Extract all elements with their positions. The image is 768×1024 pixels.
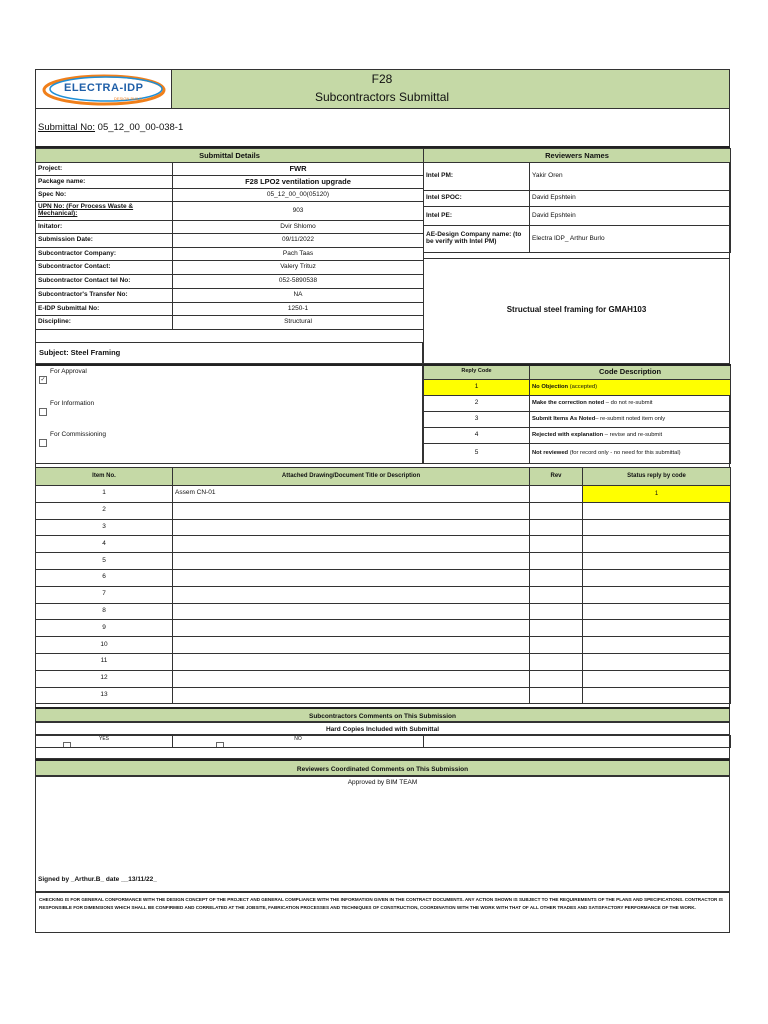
item-row	[36, 603, 731, 620]
reply-code-row	[424, 379, 731, 395]
item-rev	[530, 620, 583, 637]
code-description	[530, 379, 731, 395]
purpose-checkbox[interactable]: ✓	[40, 377, 46, 383]
details-value: FWR	[173, 163, 424, 176]
subject-text: Subject: Steel Framing	[39, 348, 121, 357]
reply-code: 4	[424, 427, 530, 443]
items-table	[35, 467, 731, 704]
code-description-rest: – re-submit noted item only	[595, 415, 666, 422]
item-row	[36, 670, 731, 687]
details-label: Spec No:	[36, 189, 173, 202]
subject-line	[35, 342, 423, 364]
item-title: Assem CN-01	[173, 486, 530, 503]
logo	[36, 70, 172, 108]
reviewer-row	[424, 226, 731, 253]
item-title	[173, 502, 530, 519]
item-title	[173, 569, 530, 586]
reviewers-table	[423, 148, 731, 253]
purpose-option[interactable]	[38, 431, 238, 449]
item-row	[36, 536, 731, 553]
blank-spacer	[35, 747, 730, 759]
details-row	[36, 261, 424, 275]
submittal-details-table	[35, 148, 424, 330]
item-number: 13	[36, 687, 173, 704]
item-rev	[530, 637, 583, 654]
reply-code-row	[424, 395, 731, 411]
reply-code: 5	[424, 443, 530, 463]
item-title	[173, 586, 530, 603]
yes-label: YES	[98, 735, 109, 742]
code-description-bold: Not reviewed	[532, 449, 569, 456]
item-status	[583, 687, 731, 704]
reply-code-header: Reply Code	[424, 365, 530, 379]
reply-code: 1	[424, 379, 530, 395]
item-number: 7	[36, 586, 173, 603]
details-value: 1250-1	[173, 303, 424, 316]
item-rev	[530, 536, 583, 553]
item-row	[36, 519, 731, 536]
reply-code: 2	[424, 395, 530, 411]
details-value: F28 LPO2 ventilation upgrade	[173, 176, 424, 189]
details-label: Subcontractor Contact tel No:	[36, 275, 173, 289]
details-value: 903	[173, 202, 424, 221]
reviewer-comment-text: Approved by BIM TEAM	[347, 779, 418, 786]
form-code: F28	[371, 72, 393, 86]
item-status	[583, 519, 731, 536]
item-rev	[530, 603, 583, 620]
details-label: Subcontractor Contact:	[36, 261, 173, 275]
item-status	[583, 670, 731, 687]
purpose-label: For Commissioning	[50, 431, 106, 438]
code-description-bold: Rejected with explanation	[532, 431, 604, 438]
details-row	[36, 221, 424, 234]
code-description-bold: Submit Items As Noted	[532, 415, 596, 422]
details-label: Submission Date:	[36, 234, 173, 248]
details-value: NA	[173, 289, 424, 303]
item-number: 5	[36, 553, 173, 570]
details-value: Dvir Shlomo	[173, 221, 424, 234]
item-rev	[530, 486, 583, 503]
no-label: NO	[294, 735, 302, 742]
item-row	[36, 586, 731, 603]
purpose-option[interactable]	[38, 400, 238, 418]
hard-copies-blank-cell	[424, 736, 731, 748]
item-status	[583, 637, 731, 654]
submittal-number-label: Submittal No:	[38, 122, 96, 133]
item-rev	[530, 519, 583, 536]
reviewer-row	[424, 207, 731, 226]
signed-by: Signed by _Arthur.B_ date __13/11/22_	[38, 876, 157, 883]
code-description-rest: (for record only - no need for this submittal)	[568, 449, 681, 456]
item-row	[36, 569, 731, 586]
item-row	[36, 502, 731, 519]
item-status	[583, 586, 731, 603]
submittal-description-box	[423, 258, 730, 364]
code-description-rest: – do not re-submit	[604, 399, 653, 406]
form-title: Subcontractors Submittal	[314, 90, 450, 104]
yes-cell	[36, 736, 173, 748]
details-row	[36, 303, 424, 316]
item-number: 9	[36, 620, 173, 637]
item-title	[173, 620, 530, 637]
item-row	[36, 553, 731, 570]
item-row	[36, 486, 731, 503]
item-title	[173, 519, 530, 536]
item-title	[173, 637, 530, 654]
item-rev	[530, 586, 583, 603]
details-row	[36, 189, 424, 202]
reply-codes-table	[423, 364, 731, 464]
item-row	[36, 653, 731, 670]
hard-copies-label: Hard Copies Included with Submittal	[35, 722, 730, 735]
reviewer-label: Intel SPOC:	[424, 191, 530, 207]
item-status	[583, 603, 731, 620]
disclaimer-text: CHECKING IS FOR GENERAL CONFORMANCE WITH THE DESIGN CONCEPT OF THE PROJECT AND GENERAL COMPLIANCE WITH THE INFORMATION GIVEN IN THE CONTRACT DOCUMENTS. ANY ACTION SHOWN IS SUBJECT TO THE REQUIREMENTS OF THE PLANS AND SPECIFICATIONS. CONTRACTOR IS RESPONSIBLE FOR DIMENSIONS WHICH SHALL BE CONFIRMED AND CORRELATED AT THE JOBSITE, FABRICATION PROCESSES AND TECHNIQUES OF CONSTRUCTION, COORDINATION WITH THE WORK WITH THAT OF ALL OTHER TRADES AND SATISFACTORY PERFORMANCE OF THE WORK.	[39, 897, 723, 911]
logo-subtext: DESIGN BUILD	[114, 96, 143, 101]
item-title	[173, 687, 530, 704]
details-label: UPN No: (For Process Waste & Mechanical):	[36, 202, 173, 221]
details-value: Valery Trituz	[173, 261, 424, 275]
reviewer-name: Electra IDP_ Arthur Burlo	[530, 226, 731, 253]
item-row	[36, 637, 731, 654]
item-status	[583, 502, 731, 519]
reply-code: 3	[424, 411, 530, 427]
item-rev	[530, 653, 583, 670]
item-status	[583, 553, 731, 570]
details-row	[36, 202, 424, 221]
item-status	[583, 620, 731, 637]
reviewer-row	[424, 191, 731, 207]
item-rev	[530, 687, 583, 704]
item-number: 4	[36, 536, 173, 553]
submittal-details-heading: Submittal Details	[36, 149, 424, 163]
details-label: Subcontractor's Transfer No:	[36, 289, 173, 303]
item-title	[173, 536, 530, 553]
item-title	[173, 603, 530, 620]
reviewer-comments-box	[35, 776, 730, 892]
code-description-bold: No Objection	[532, 383, 569, 390]
item-status: 1	[583, 486, 731, 503]
reviewer-label: Intel PE:	[424, 207, 530, 226]
reply-code-row	[424, 411, 731, 427]
item-number: 8	[36, 603, 173, 620]
details-value: 05_12_00_00(05120)	[173, 189, 424, 202]
details-row	[36, 176, 424, 189]
details-value: 052-5890538	[173, 275, 424, 289]
details-value: Pach Taas	[173, 248, 424, 261]
details-label: Project:	[36, 163, 173, 176]
item-title	[173, 553, 530, 570]
reviewer-label: Intel PM:	[424, 163, 530, 191]
item-number: 11	[36, 653, 173, 670]
item-rev	[530, 670, 583, 687]
purpose-option[interactable]	[38, 368, 238, 386]
reviewer-label: AE-Design Company name: (to be verify with Intel PM)	[424, 226, 530, 253]
logo-text: ELECTRA-IDP	[64, 82, 144, 94]
title-header: Attached Drawing/Document Title or Description	[173, 468, 530, 486]
details-row	[36, 163, 424, 176]
details-value: 09/11/2022	[173, 234, 424, 248]
item-title	[173, 670, 530, 687]
purpose-checkbox[interactable]	[39, 408, 47, 416]
item-row	[36, 687, 731, 704]
item-number: 1	[36, 486, 173, 503]
item-no-header: Item No.	[36, 468, 173, 486]
item-status	[583, 536, 731, 553]
submittal-number-value: 05_12_00_00-038-1	[97, 122, 184, 133]
reviewer-name: David Epshtein	[530, 191, 731, 207]
reviewers-heading: Reviewers Names	[424, 149, 731, 163]
code-description	[530, 411, 731, 427]
item-rev	[530, 553, 583, 570]
rev-header: Rev	[530, 468, 583, 486]
details-value: Structural	[173, 316, 424, 330]
reviewer-row	[424, 163, 731, 191]
details-row	[36, 234, 424, 248]
code-description-rest: (accepted)	[568, 383, 598, 390]
details-label: Subcontractor Company:	[36, 248, 173, 261]
items-header-row	[36, 468, 731, 486]
item-rev	[530, 502, 583, 519]
reviewer-comments-heading: Reviewers Coordinated Comments on This Submission	[35, 759, 730, 776]
item-number: 10	[36, 637, 173, 654]
submittal-description: Structual steel framing for GMAH103	[506, 305, 647, 314]
no-cell	[173, 736, 424, 748]
code-description-header: Code Description	[530, 365, 731, 379]
details-label: E-IDP Submittal No:	[36, 303, 173, 316]
disclaimer	[35, 892, 730, 933]
item-number: 3	[36, 519, 173, 536]
code-description	[530, 395, 731, 411]
code-description-bold: Make the correction noted	[532, 399, 605, 406]
details-label: Package name:	[36, 176, 173, 189]
submittal-number	[38, 122, 183, 133]
code-description	[530, 427, 731, 443]
item-number: 2	[36, 502, 173, 519]
reply-code-row	[424, 443, 731, 463]
code-description-rest: – revise and re-submit	[603, 431, 663, 438]
details-row	[36, 248, 424, 261]
item-number: 12	[36, 670, 173, 687]
item-status	[583, 653, 731, 670]
reviewer-name: Yakir Oren	[530, 163, 731, 191]
status-header: Status reply by code	[583, 468, 731, 486]
reply-code-row	[424, 427, 731, 443]
item-rev	[530, 569, 583, 586]
item-number: 6	[36, 569, 173, 586]
item-title	[173, 653, 530, 670]
reviewer-name: David Epshtein	[530, 207, 731, 226]
purpose-label: For Approval	[50, 368, 87, 375]
details-label: Initator:	[36, 221, 173, 234]
item-status	[583, 569, 731, 586]
purpose-label: For Information	[50, 400, 95, 407]
item-row	[36, 620, 731, 637]
details-row	[36, 316, 424, 330]
details-row	[36, 275, 424, 289]
details-label: Discipline:	[36, 316, 173, 330]
details-row	[36, 289, 424, 303]
subcontractor-comments-heading: Subcontractors Comments on This Submission	[35, 707, 730, 722]
code-description	[530, 443, 731, 463]
purpose-checkbox[interactable]	[39, 439, 47, 447]
